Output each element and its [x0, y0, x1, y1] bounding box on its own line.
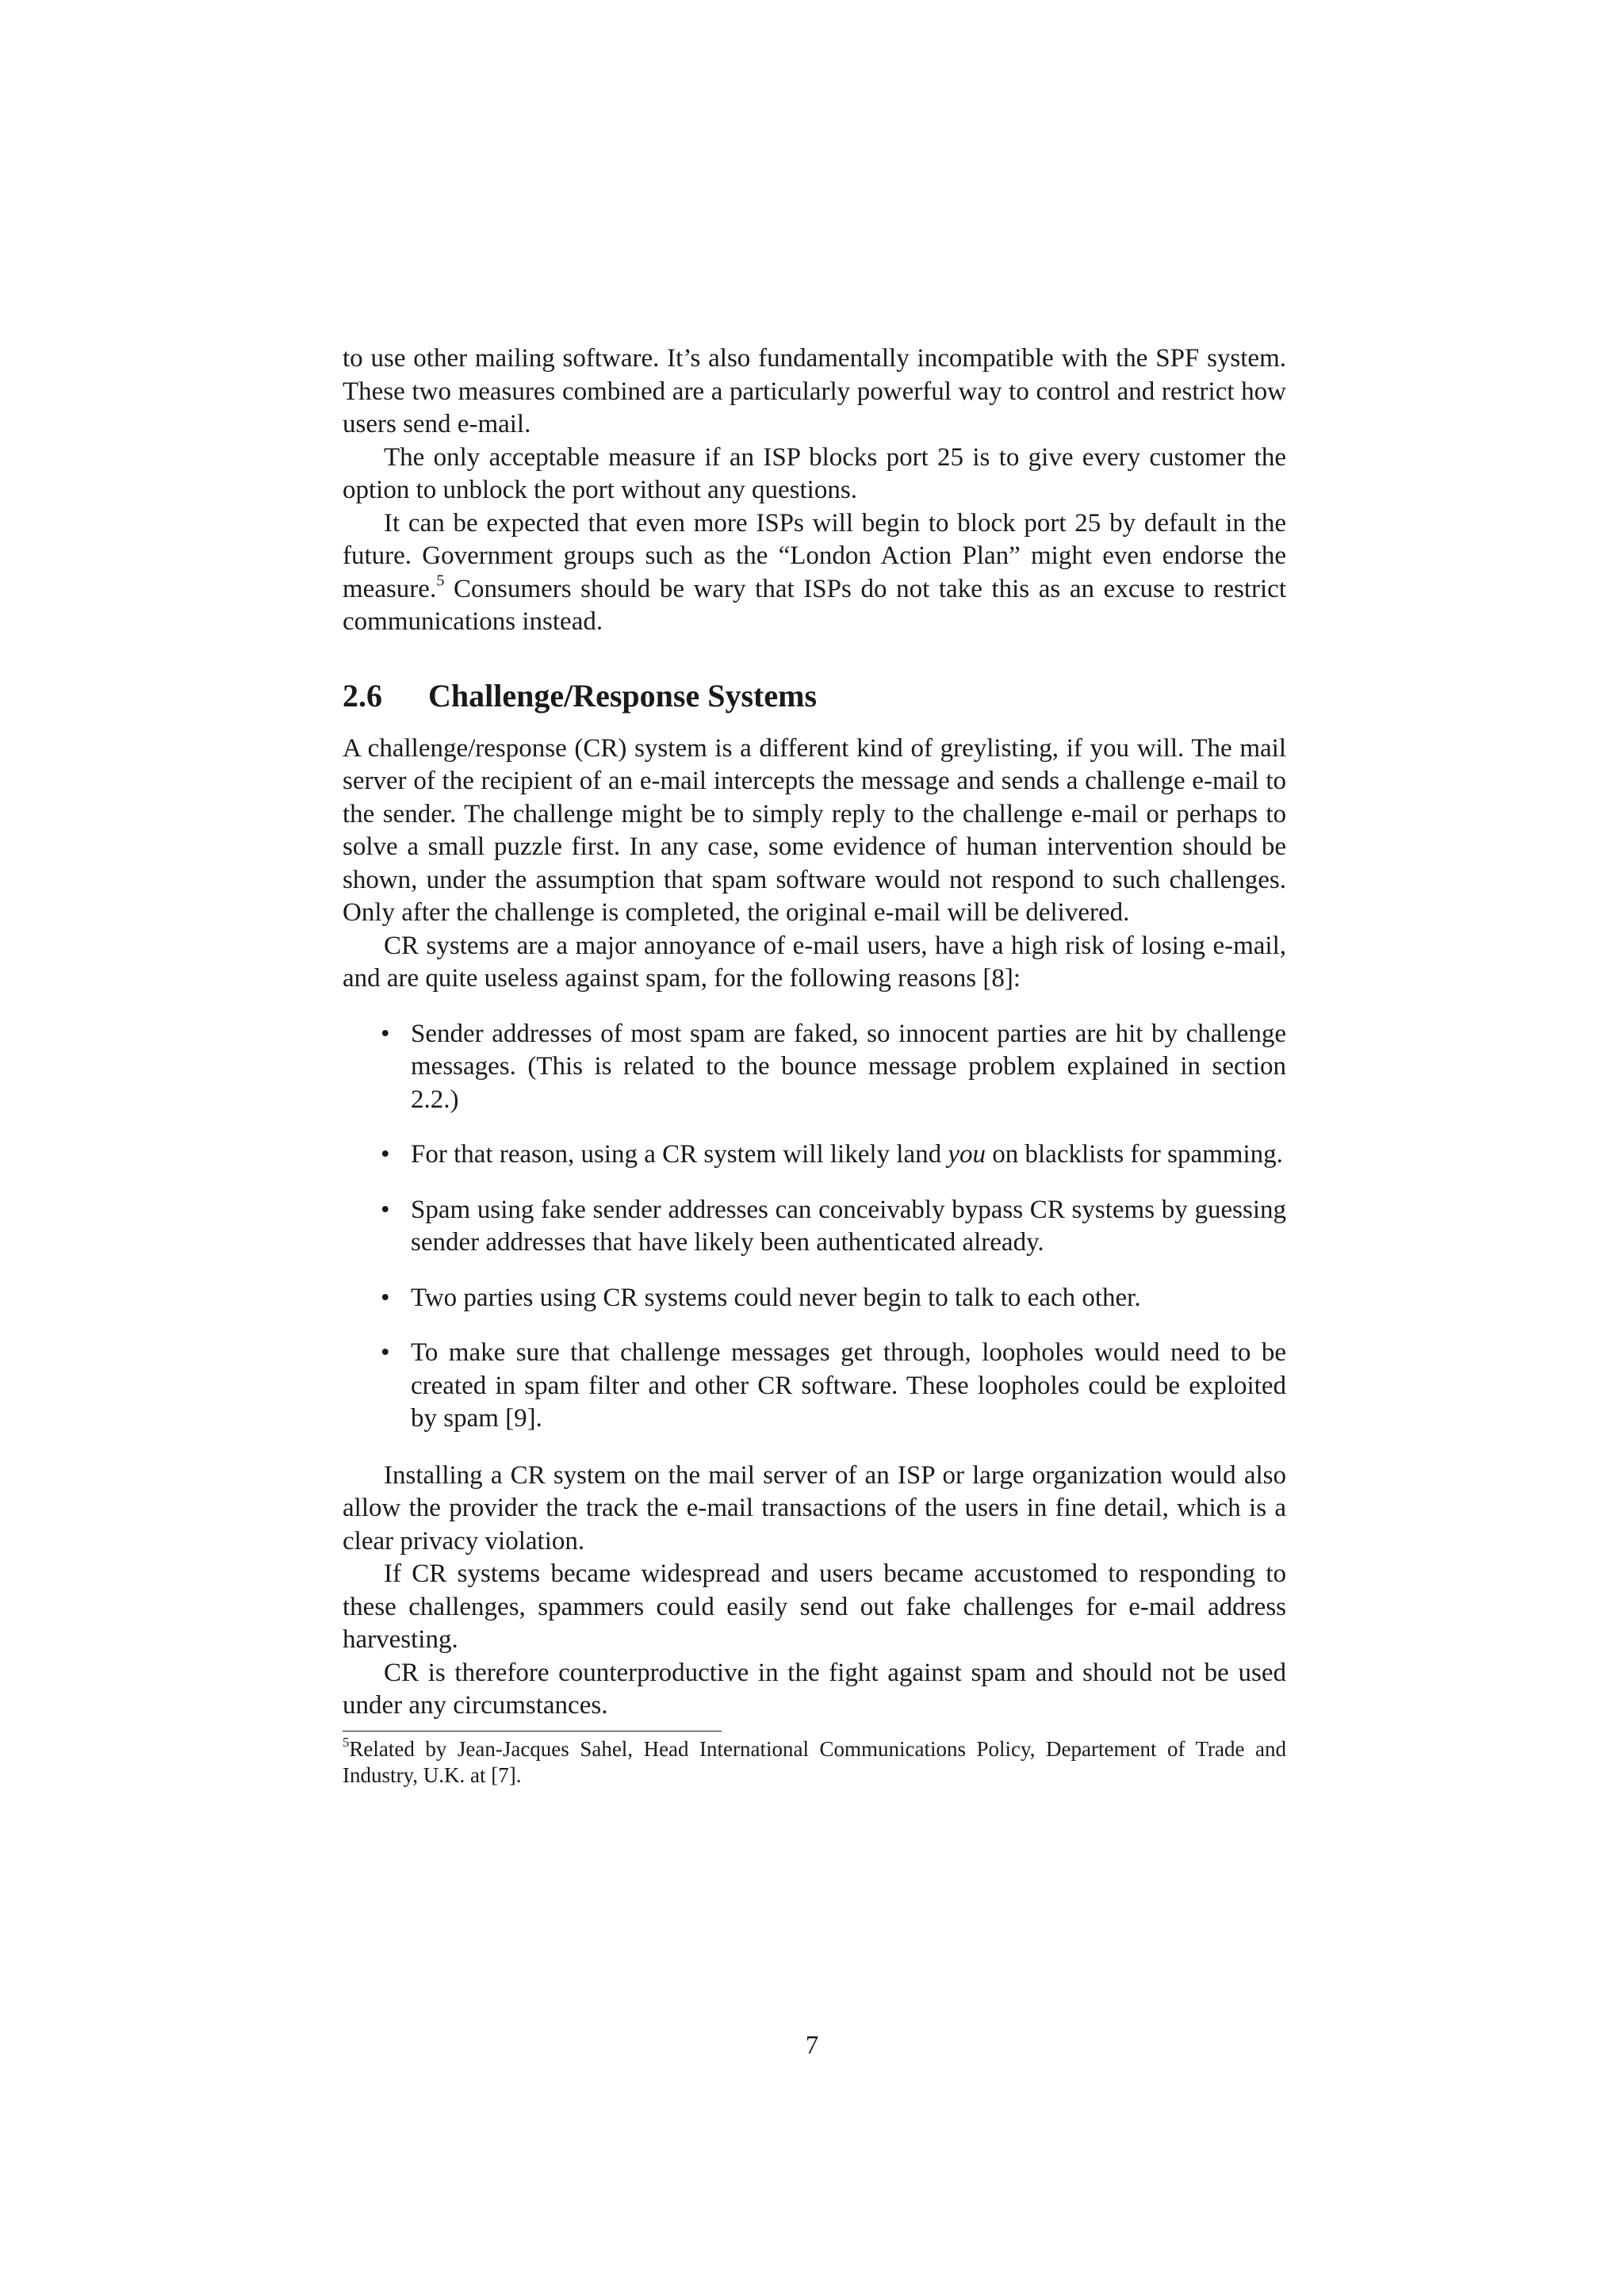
list-item-text: Spam using fake sender addresses can conceivably bypass CR systems by guessing sender addresses that have likely been authenticated already. — [411, 1195, 1286, 1257]
paragraph-port-25: The only acceptable measure if an ISP blocks port 25 is to give every customer the option to unblock the port without any questions. — [343, 442, 1286, 504]
paragraph-cr-reasons: CR systems are a major annoyance of e-mail users, have a high risk of losing e-mail, and are quite useless against spam, for the following reasons [8]: — [343, 931, 1286, 993]
list-item — [343, 1018, 1286, 1117]
list-item-text: Two parties using CR systems could never begin to talk to each other. — [411, 1283, 1141, 1312]
list-item-text: Sender addresses of most spam are faked, so innocent parties are hit by challenge messages. (This is related to the bounce message problem explained in section 2.2.) — [411, 1019, 1286, 1114]
reasons-list — [343, 1018, 1286, 1436]
section-heading — [343, 677, 1286, 715]
footnote-text: Related by Jean-Jacques Sahel, Head International Communications Policy, Departement of Trade and Industry, U.K. at [7]. — [343, 1736, 1286, 1787]
paragraph-harvesting: If CR systems became widespread and users became accustomed to responding to these challenges, spammers could easily send out fake challenges for e-mail address harvesting. — [343, 1559, 1286, 1654]
list-item — [343, 1138, 1286, 1172]
paragraph-london-text: It can be expected that even more ISPs will begin to block port 25 by default in the future. Government groups such as the “London Action Plan” might even endorse the measure. — [343, 508, 1286, 603]
paragraph-london-text-after: Consumers should be wary that ISPs do not take this as an excuse to restrict communications instead. — [343, 574, 1286, 636]
bullet-icon: • — [381, 1140, 390, 1169]
bullet-icon: • — [381, 1283, 390, 1312]
bullet-icon: • — [381, 1338, 390, 1367]
bullet-icon: • — [381, 1195, 390, 1224]
paragraph-conclusion: CR is therefore counterproductive in the fight against spam and should not be used under any circumstances. — [343, 1658, 1286, 1720]
paragraph-cr-definition: A challenge/response (CR) system is a different kind of greylisting, if you will. The mail server of the recipient of an e-mail intercepts the message and sends a challenge e-mail to the sender. The challenge might be to simply reply to the challenge e-mail or perhaps to solve a small puzzle first. In any case, some evidence of human intervention should be shown, under the assumption that spam software would not respond to such challenges. Only after the challenge is completed, the original e-mail will be delivered. — [343, 733, 1286, 927]
paragraph-software: to use other mailing software. It’s also fundamentally incompatible with the SPF system. These two measures combined are a particularly powerful way to control and restrict how users send e-mail. — [343, 344, 1286, 438]
paragraph-london-action-plan — [343, 507, 1286, 639]
footnote-divider — [343, 1731, 722, 1732]
paragraph-privacy: Installing a CR system on the mail server of an ISP or large organization would also allow the provider the track the e-mail transactions of the users in fine detail, which is a clear privacy violation. — [343, 1460, 1286, 1556]
list-item-text: For that reason, using a CR system will likely land — [411, 1140, 948, 1169]
section-number: 2.6 — [343, 677, 382, 714]
list-item — [343, 1282, 1286, 1315]
section-title: Challenge/Response Systems — [428, 677, 818, 714]
page-body — [343, 342, 1286, 1789]
footnote — [343, 1736, 1286, 1789]
list-item — [343, 1337, 1286, 1436]
footnote-mark: 5 — [343, 1734, 350, 1750]
bullet-icon: • — [381, 1019, 390, 1048]
list-item-text-after: on blacklists for spamming. — [986, 1140, 1283, 1169]
footnote-reference[interactable]: 5 — [436, 571, 445, 589]
list-item — [343, 1194, 1286, 1260]
emphasis-you: you — [948, 1140, 986, 1169]
page-number: 7 — [805, 2031, 819, 2060]
list-item-text: To make sure that challenge messages get through, loopholes would need to be created in spam filter and other CR software. These loopholes could be exploited by spam [9]. — [411, 1338, 1286, 1433]
